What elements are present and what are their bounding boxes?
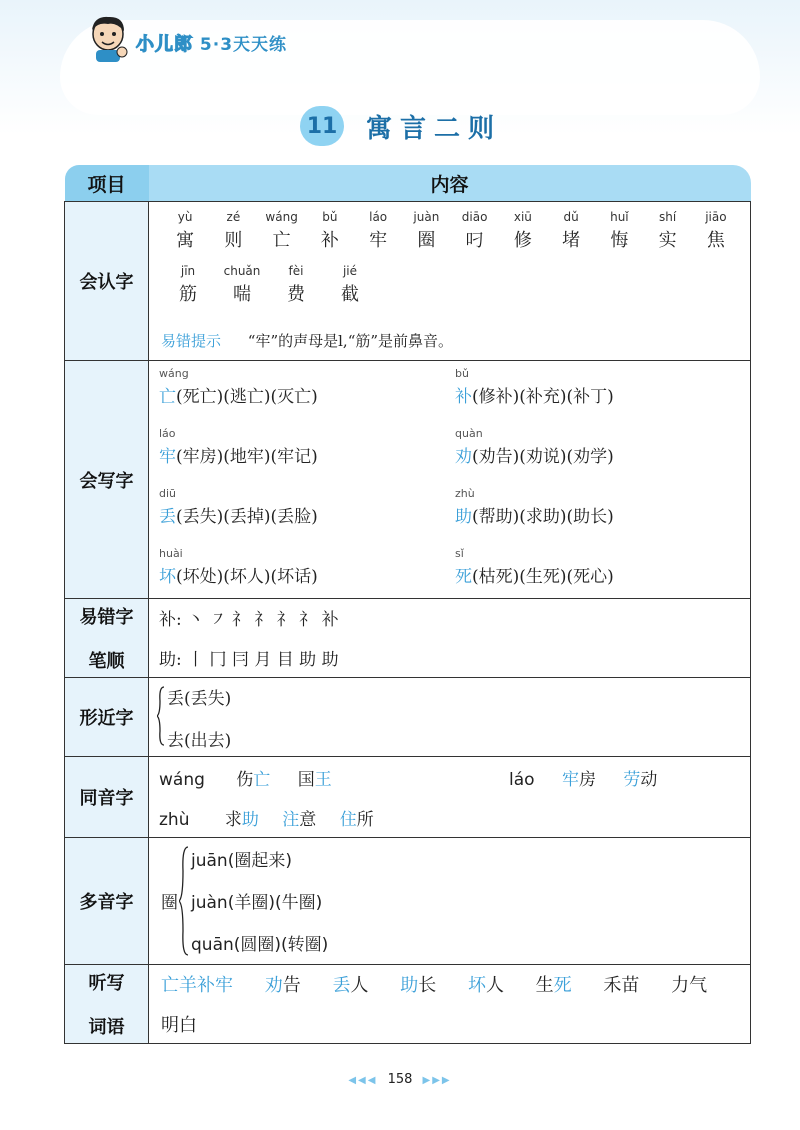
char-pinyin: jié (342, 264, 358, 278)
recognize-char (258, 210, 306, 252)
lesson-title: 寓言二则 (366, 113, 503, 144)
dictation-word: 丢人 (332, 975, 369, 996)
dictation-word: 亡羊补牢 (161, 975, 233, 996)
recognize-char (269, 264, 323, 306)
word-char: 动 (640, 770, 658, 790)
char-pinyin: jīn (180, 264, 196, 278)
char-hanzi: 叼 (465, 230, 484, 251)
row-label (65, 965, 149, 1044)
row-label: 多音字 (65, 838, 149, 965)
word-char: 意 (299, 810, 317, 830)
dictation-word: 禾苗 (603, 975, 640, 996)
arrow-right-icon: ▶▶▶ (422, 1075, 452, 1086)
char-pinyin: juàn (413, 210, 440, 224)
char-pinyin: shí (659, 210, 677, 224)
cartoon-boy-icon (86, 14, 132, 64)
recognize-char (209, 210, 257, 252)
tongyin-content (149, 757, 751, 838)
char-hanzi: 亡 (272, 230, 291, 251)
page-footer (0, 1072, 800, 1087)
char-hanzi: 悔 (610, 230, 629, 251)
word-char-highlight: 牢 (561, 770, 579, 790)
write-char: 牢 (159, 447, 176, 467)
recognize-char (547, 210, 595, 252)
tingxie-content (149, 965, 751, 1044)
dictation-word: 坏人 (467, 975, 504, 996)
word-char-highlight: 亡 (253, 770, 271, 790)
char-hanzi: 实 (658, 230, 677, 251)
word-char: 求 (224, 810, 242, 830)
char-hanzi: 筋 (179, 284, 197, 305)
write-char-item (455, 367, 614, 407)
bishun-content (149, 599, 751, 678)
homophone-wang (159, 765, 332, 790)
char-pinyin: wáng (265, 210, 298, 224)
brace-icon (157, 686, 165, 746)
dictation-word: 力气 (671, 975, 708, 996)
renzi-row-2 (161, 264, 740, 306)
stroke-char: 助: (159, 650, 182, 670)
char-pinyin: xiū (513, 210, 532, 224)
dictation-word: 助长 (400, 975, 437, 996)
similar-char-1: 丢(丢失) (167, 689, 232, 709)
table-header-row (65, 165, 751, 202)
similar-char-2: 去(出去) (167, 731, 232, 751)
char-pinyin: chuǎn (223, 264, 261, 278)
col-header-item: 项目 (65, 165, 149, 202)
polyphone-reading-2: juàn(羊圈)(牛圈) (191, 893, 323, 913)
char-hanzi: 焦 (706, 230, 725, 251)
word-char-highlight: 劳 (623, 770, 641, 790)
write-char-item (455, 547, 614, 587)
write-words: (坏处)(坏人)(坏话) (176, 567, 318, 587)
page-number: 158 (387, 1072, 413, 1087)
char-pinyin: quàn (455, 427, 483, 440)
char-hanzi: 圈 (417, 230, 436, 251)
char-hanzi: 堵 (562, 230, 581, 251)
write-words: (死亡)(逃亡)(灭亡) (176, 387, 318, 407)
recognize-char (595, 210, 643, 252)
char-pinyin: jiāo (705, 210, 727, 224)
hint-text: “牢”的声母是l,“筋”是前鼻音。 (247, 332, 454, 350)
dictation-word: 劝告 (264, 975, 301, 996)
write-char: 劝 (455, 447, 472, 467)
xingjin-content (149, 678, 751, 757)
arrow-left-icon: ◀◀◀ (348, 1075, 378, 1086)
char-hanzi: 则 (224, 230, 243, 251)
write-char: 丢 (159, 507, 176, 527)
char-pinyin: yù (177, 210, 193, 224)
write-char-item (159, 547, 318, 587)
char-pinyin: zé (226, 210, 241, 224)
row-label-line-1: 易错字 (79, 607, 134, 628)
char-pinyin: sǐ (455, 547, 464, 560)
char-pinyin: diāo (461, 210, 488, 224)
write-words: (枯死)(生死)(死心) (472, 567, 614, 587)
recognize-char (323, 264, 377, 306)
write-words: (丢失)(丢掉)(丢脸) (176, 507, 318, 527)
char-hanzi: 截 (341, 284, 359, 305)
write-char-item (159, 487, 318, 527)
xiezi-content (149, 361, 751, 599)
char-pinyin: diū (159, 487, 177, 500)
char-pinyin: huǐ (610, 210, 629, 224)
row-xiezi (65, 361, 751, 599)
write-words: (修补)(补充)(补丁) (472, 387, 614, 407)
pinyin: wáng (159, 770, 205, 790)
stroke-sequence: 丶 ㇇ 礻 礻 礻 礻 补 (187, 610, 339, 630)
word-char-highlight: 助 (241, 810, 259, 830)
write-char: 补 (455, 387, 472, 407)
write-char: 坏 (159, 567, 176, 587)
error-hint (161, 330, 453, 351)
row-tingxie (65, 965, 751, 1044)
word-char: 国 (297, 770, 315, 790)
row-label: 会写字 (65, 361, 149, 599)
word-char: 所 (356, 810, 374, 830)
row-label: 同音字 (65, 757, 149, 838)
word-char-highlight: 王 (314, 770, 332, 790)
lesson-heading (300, 104, 502, 148)
stroke-sequence: 丨 冂 冃 月 目 助 助 (187, 650, 339, 670)
row-bishun (65, 599, 751, 678)
col-header-content: 内容 (149, 165, 751, 202)
duoyin-content (149, 838, 751, 965)
recognize-char (499, 210, 547, 252)
pinyin: zhù (159, 810, 190, 830)
write-char: 死 (455, 567, 472, 587)
row-renzi (65, 202, 751, 361)
word-char-highlight: 住 (339, 810, 357, 830)
series-logo (136, 30, 287, 56)
char-hanzi: 牢 (369, 230, 388, 251)
brace-icon (179, 846, 189, 956)
char-pinyin: zhù (455, 487, 475, 500)
char-pinyin: bǔ (322, 210, 338, 224)
recognize-char (402, 210, 450, 252)
series-name: 5·3天天练 (199, 35, 288, 55)
row-label (65, 599, 149, 678)
recognize-char (644, 210, 692, 252)
write-char-item (159, 427, 318, 467)
dictation-word: 生死 (535, 975, 572, 996)
recognize-char (215, 264, 269, 306)
renzi-row-1 (161, 210, 740, 252)
homophone-zhu (159, 805, 374, 830)
recognize-char (354, 210, 402, 252)
recognize-char (161, 264, 215, 306)
char-pinyin: láo (369, 210, 388, 224)
homophone-lao (509, 765, 657, 790)
pinyin: láo (509, 770, 535, 790)
word-char-highlight: 注 (282, 810, 300, 830)
polyphone-reading-3: quān(圆圈)(转圈) (191, 935, 329, 955)
char-pinyin: láo (159, 427, 176, 440)
char-hanzi: 补 (320, 230, 339, 251)
row-duoyin (65, 838, 751, 965)
write-char: 助 (455, 507, 472, 527)
stroke-order-zhu (159, 645, 339, 670)
row-label: 形近字 (65, 678, 149, 757)
word-char: 伤 (236, 770, 254, 790)
recognize-char (306, 210, 354, 252)
word-char: 房 (578, 770, 596, 790)
write-char-item (455, 487, 614, 527)
dictation-line-1 (161, 971, 707, 997)
write-char-item (159, 367, 318, 407)
renzi-content (149, 202, 751, 361)
row-xingjin (65, 678, 751, 757)
dictation-line-2 (161, 1011, 197, 1037)
stroke-char: 补: (159, 610, 182, 630)
char-hanzi: 寓 (176, 230, 195, 251)
lesson-number: 11 (300, 106, 344, 146)
recognize-char (451, 210, 499, 252)
char-pinyin: fèi (288, 264, 304, 278)
row-label-line-1: 听写 (88, 973, 125, 994)
char-pinyin: dǔ (563, 210, 579, 224)
polyphone-reading-1: juān(圈起来) (191, 851, 292, 871)
dictation-word: 明白 (161, 1015, 197, 1036)
write-char-item (455, 427, 614, 467)
char-hanzi: 修 (513, 230, 532, 251)
char-hanzi: 费 (287, 284, 305, 305)
stroke-order-bu (159, 605, 339, 630)
write-char: 亡 (159, 387, 176, 407)
recognize-char (161, 210, 209, 252)
write-words: (牢房)(地牢)(牢记) (176, 447, 318, 467)
polyphone-char: 圈 (161, 893, 178, 913)
char-pinyin: huài (159, 547, 183, 560)
hint-tag: 易错提示 (161, 332, 222, 350)
recognize-char (692, 210, 740, 252)
char-pinyin: bǔ (455, 367, 469, 380)
brand-name: 小儿郎 (136, 34, 193, 55)
row-label: 会认字 (65, 202, 149, 361)
write-words: (劝告)(劝说)(劝学) (472, 447, 614, 467)
row-tongyin (65, 757, 751, 838)
write-words: (帮助)(求助)(助长) (472, 507, 614, 527)
row-label-line-2: 笔顺 (88, 651, 125, 672)
lesson-table (64, 165, 751, 1044)
char-hanzi: 喘 (233, 284, 251, 305)
char-pinyin: wáng (159, 367, 189, 380)
row-label-line-2: 词语 (88, 1017, 125, 1038)
